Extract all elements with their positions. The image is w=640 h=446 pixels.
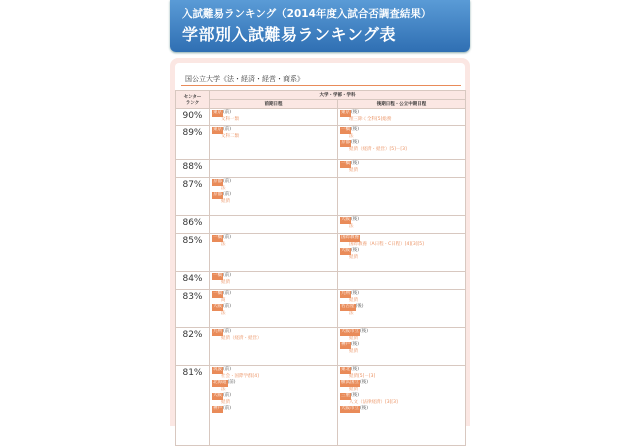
term-mark: (後) [351,291,360,296]
term-mark: (前) [223,179,232,184]
term-mark: (後) [351,161,360,166]
university-link[interactable]: 東京 [213,127,222,132]
first-term-cell [210,126,338,160]
university-link[interactable]: 横浜国立 [341,380,359,385]
department-label: 文科一類 [221,116,239,122]
table-row [176,160,466,178]
first-term-cell [210,234,338,272]
term-mark: (後) [360,380,369,385]
term-mark: (前) [223,406,232,411]
rank-cell: 86% [176,216,210,234]
university-link[interactable]: 国際教養 [341,235,359,240]
department-label: 法 [221,241,226,247]
department-label: 経済 [349,297,358,303]
university-link[interactable]: 大阪市立 [341,329,359,334]
table-row [176,290,466,328]
rank-cell: 84% [176,272,210,290]
university-link[interactable]: 一橋 [341,127,350,132]
university-link[interactable]: 大阪 [341,217,350,222]
department-label: 経済 [221,399,230,405]
term-mark: (後) [360,406,369,411]
rank-cell: 81% [176,366,210,446]
term-mark: (後) [351,140,360,145]
department-label: 経済 [221,198,230,204]
department-label: 商 [221,297,226,303]
term-mark: (前) [223,329,232,334]
term-mark: (後) [351,248,360,253]
university-link[interactable]: 大阪市立 [341,406,359,411]
first-term-cell [210,178,338,216]
university-link[interactable]: 三重 [341,393,350,398]
ranking-panel [170,58,470,426]
header-banner [170,0,470,52]
term-mark: (後) [351,393,360,398]
department-label: 法 [221,310,226,316]
university-link[interactable]: 一橋 [341,161,350,166]
rank-header [176,91,210,109]
department-label: 経済 [349,335,358,341]
first-term-cell [210,290,338,328]
term-mark: (後) [351,127,360,132]
department-label: 経済 [349,254,358,260]
rank-cell: 88% [176,160,210,178]
term-mark: (前) [223,127,232,132]
term-mark: (前) [223,393,232,398]
department-label: 経済 [349,386,358,392]
university-link[interactable]: 大阪 [213,393,222,398]
term-mark: (前) [223,110,232,115]
later-term-cell [338,216,466,234]
university-link[interactable]: 京都 [213,192,222,197]
term-mark: (前) [227,380,236,385]
first-term-cell [210,272,338,290]
entry-line [340,406,463,413]
department-label: 法 [349,310,354,316]
table-row [176,126,466,160]
university-link[interactable]: 一橋 [213,291,222,296]
department-label: 経済（経済・経営） [221,335,262,341]
first-term-cell [210,109,338,126]
later-term-cell [338,328,466,366]
university-link[interactable]: 北海道 [213,380,227,385]
rank-cell: 87% [176,178,210,216]
university-link[interactable]: 東京 [213,110,222,115]
department-label: 経済（経済・経営）[5]－[3] [349,146,407,152]
group-header: 大学・学部・学科 [210,91,466,100]
table-row [176,234,466,272]
university-link[interactable]: 一橋 [213,273,222,278]
term-mark: (後) [360,329,369,334]
department-label: 文科二類 [221,133,239,139]
later-term-cell [338,234,466,272]
later-term-cell [338,109,466,126]
rank-cell: 83% [176,290,210,328]
university-link[interactable]: 神戸 [341,342,350,347]
term-mark: (後) [351,342,360,347]
col-header-later-term: 後期日程・公立中期日程 [338,100,466,109]
table-row [176,216,466,234]
department-label: 社会・国際学群[4] [221,373,259,379]
banner-title: 学部別入試難易ランキング表 [182,25,397,44]
banner-subtitle: 入試難易ランキング（2014年度入試合否調査結果） [182,8,432,20]
department-label: 経済 [349,167,358,173]
university-link[interactable]: 名古屋 [341,304,355,309]
university-link[interactable]: 大阪 [213,304,222,309]
university-link[interactable]: 九州 [213,329,222,334]
later-term-cell [338,272,466,290]
department-label: 経済 [349,348,358,354]
first-term-cell [210,160,338,178]
rank-header-line1: センター [183,94,202,100]
table-row [176,272,466,290]
university-link[interactable]: 京都 [341,140,350,145]
department-label: 法 [221,386,226,392]
department-label: 経済[5]－[3] [349,373,376,379]
university-link[interactable]: 九州 [341,291,350,296]
later-term-cell [338,126,466,160]
table-row [176,366,466,446]
rank-header-line2: ランク [185,100,200,106]
first-term-cell [210,216,338,234]
later-term-cell [338,366,466,446]
university-link[interactable]: 大阪 [341,248,350,253]
ranking-panel-inner [175,63,465,426]
term-mark: (前) [223,235,232,240]
first-term-cell [210,328,338,366]
university-link[interactable]: 筑波 [213,367,222,372]
section-title: 国公立大学《法・経済・経営・商系》 [185,75,304,83]
later-term-cell [338,160,466,178]
university-link[interactable]: 一橋 [213,235,222,240]
rank-cell: 85% [176,234,210,272]
table-row [176,328,466,366]
department-label: 理三除く全科[5]総務 [349,116,392,122]
university-link[interactable]: 東京 [341,110,350,115]
rank-cell: 89% [176,126,210,160]
entry-line [212,406,335,413]
term-mark: (前) [223,304,232,309]
rank-cell: 90% [176,109,210,126]
department-label: 法 [349,133,354,139]
university-link[interactable]: 神戸 [213,406,222,411]
col-header-first-term: 前期日程 [210,100,338,109]
university-link[interactable]: 東北 [341,367,350,372]
term-mark: (前) [223,291,232,296]
rank-cell: 82% [176,328,210,366]
term-mark: (前) [223,367,232,372]
first-term-cell [210,366,338,446]
term-mark: (後) [355,304,364,309]
department-label: 法 [349,223,354,229]
later-term-cell [338,178,466,216]
term-mark: (前) [223,192,232,197]
table-row [176,109,466,126]
term-mark: (前) [223,273,232,278]
section-divider [181,85,461,86]
term-mark: (後) [351,110,360,115]
university-link[interactable]: 京都 [213,179,222,184]
department-label: 法 [221,185,226,191]
later-term-cell [338,290,466,328]
term-mark: (後) [351,367,360,372]
department-label: 国際教養（A日程・C日程）[4][3][5] [349,241,424,247]
department-label: 人文（法律経済）[3][3] [349,399,398,405]
department-label: 経済 [221,279,230,285]
ranking-table [175,90,466,446]
table-row [176,178,466,216]
term-mark: (後) [351,217,360,222]
